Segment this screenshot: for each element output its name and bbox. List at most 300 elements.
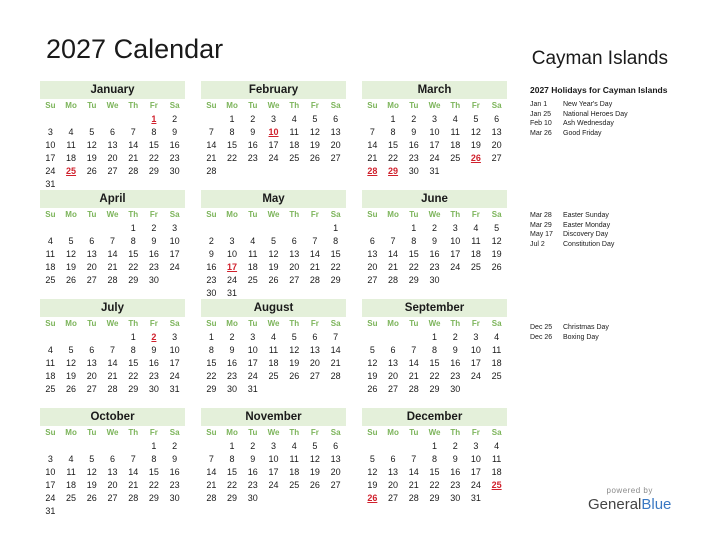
day-cell: 27 [107, 493, 118, 503]
day-cell: 24 [429, 153, 440, 163]
day-cell: 8 [151, 454, 157, 464]
day-cell [164, 505, 185, 518]
day-cell [284, 165, 305, 178]
day-cell: 9 [229, 345, 235, 355]
day-cell: 9 [411, 127, 417, 137]
day-cell [40, 331, 61, 344]
day-cell: 13 [388, 467, 399, 477]
day-cell: 21 [388, 262, 399, 272]
day-cell: 29 [206, 384, 217, 394]
holiday-date: Jan 1 [530, 101, 548, 108]
day-cell: 12 [367, 467, 378, 477]
day-cell: 13 [86, 358, 97, 368]
month-header: July [40, 299, 185, 317]
day-cell: 30 [429, 275, 440, 285]
day-cell: 18 [268, 358, 279, 368]
holiday-name: Discovery Day [563, 231, 609, 238]
day-cell: 18 [45, 371, 56, 381]
weekday-label: We [267, 210, 280, 219]
weekday-label: Th [289, 319, 300, 328]
week-row [40, 274, 185, 287]
day-cell: 22 [227, 480, 238, 490]
day-cell [40, 113, 61, 126]
weekday-label: Su [206, 428, 217, 437]
day-cell: 29 [408, 275, 419, 285]
day-cell: 18 [247, 262, 258, 272]
day-cell: 5 [312, 441, 318, 451]
holiday-date: May 17 [530, 231, 553, 238]
day-cell: 22 [148, 153, 159, 163]
day-cell: 17 [169, 358, 180, 368]
month-october [40, 408, 185, 518]
day-cell: 19 [470, 140, 481, 150]
day-cell: 28 [107, 384, 118, 394]
day-cell: 23 [247, 480, 258, 490]
day-cell: 19 [367, 371, 378, 381]
day-cell: 14 [206, 140, 217, 150]
weekday-label: Sa [491, 319, 502, 328]
day-cell [102, 331, 123, 344]
day-cell [445, 274, 466, 287]
day-cell: 24 [169, 371, 180, 381]
day-cell: 16 [227, 358, 238, 368]
day-cell: 26 [491, 262, 502, 272]
weekday-label: Tu [87, 428, 97, 437]
holiday-name: Ash Wednesday [563, 120, 614, 127]
week-row [40, 235, 185, 248]
weekday-label: Fr [471, 210, 480, 219]
day-cell [81, 440, 102, 453]
day-cell: 18 [289, 140, 300, 150]
month-may [201, 190, 346, 300]
day-cell: 15 [429, 467, 440, 477]
weekday-label: We [106, 319, 119, 328]
weekday-label: Tu [248, 101, 258, 110]
day-cell: 13 [309, 345, 320, 355]
day-cell: 4 [291, 441, 297, 451]
week-row [40, 152, 185, 165]
day-cell: 27 [388, 384, 399, 394]
week-row [40, 331, 185, 344]
day-cell: 7 [109, 345, 115, 355]
week-row [40, 165, 185, 178]
week-row [201, 261, 346, 274]
day-cell: 14 [128, 467, 139, 477]
day-cell: 8 [229, 127, 235, 137]
weekday-label: Fr [149, 210, 158, 219]
country-name: Cayman Islands [531, 48, 668, 69]
day-cell: 4 [494, 332, 500, 342]
week-row [201, 383, 346, 396]
day-cell: 12 [86, 467, 97, 477]
day-cell: 15 [206, 358, 217, 368]
day-cell: 27 [491, 153, 502, 163]
day-cell: 10 [45, 140, 56, 150]
weekday-row [40, 99, 185, 113]
day-cell: 2 [172, 441, 178, 451]
weekday-label: Su [367, 101, 378, 110]
day-cell: 19 [367, 480, 378, 490]
day-cell: 5 [369, 454, 375, 464]
day-cell: 28 [330, 371, 341, 381]
month-june [362, 190, 507, 287]
day-cell [403, 331, 424, 344]
day-cell: 10 [470, 454, 481, 464]
day-cell: 5 [89, 454, 95, 464]
weekday-label: Mo [65, 210, 77, 219]
day-cell: 29 [148, 493, 159, 503]
day-cell: 23 [429, 262, 440, 272]
day-cell: 5 [473, 114, 479, 124]
day-cell: 4 [494, 441, 500, 451]
weekday-label: Th [450, 210, 461, 219]
weekday-label: Sa [330, 101, 341, 110]
day-cell: 25 [491, 371, 502, 381]
week-row [201, 492, 346, 505]
day-cell: 19 [309, 467, 320, 477]
day-cell: 10 [247, 345, 258, 355]
day-cell: 2 [250, 114, 256, 124]
day-cell [466, 165, 487, 178]
day-cell [81, 222, 102, 235]
day-cell: 28 [309, 275, 320, 285]
day-cell: 14 [408, 358, 419, 368]
day-cell: 18 [491, 467, 502, 477]
day-cell: 23 [247, 153, 258, 163]
week-row [362, 466, 507, 479]
week-row [201, 139, 346, 152]
day-cell: 20 [388, 371, 399, 381]
day-cell [466, 383, 487, 396]
week-row [40, 453, 185, 466]
day-cell: 23 [408, 153, 419, 163]
day-cell: 10 [169, 236, 180, 246]
day-cell: 20 [86, 262, 97, 272]
day-cell: 9 [172, 454, 178, 464]
day-cell: 23 [450, 371, 461, 381]
day-cell: 25 [247, 275, 258, 285]
day-cell [123, 440, 144, 453]
day-cell: 19 [86, 480, 97, 490]
day-cell [263, 492, 284, 505]
weekday-label: Th [128, 428, 139, 437]
day-cell: 22 [429, 480, 440, 490]
day-cell: 15 [128, 358, 139, 368]
week-row [40, 492, 185, 505]
holiday-item [530, 221, 690, 231]
day-cell: 14 [367, 140, 378, 150]
weekday-label: Mo [226, 319, 238, 328]
day-cell: 25 [450, 153, 461, 163]
day-cell: 25 [45, 384, 56, 394]
day-cell: 13 [491, 127, 502, 137]
month-header: April [40, 190, 185, 208]
day-cell: 20 [86, 371, 97, 381]
weekday-label: Th [450, 101, 461, 110]
day-cell [284, 222, 305, 235]
day-cell: 15 [227, 467, 238, 477]
day-cell: 22 [227, 153, 238, 163]
day-cell: 6 [390, 345, 396, 355]
day-cell: 27 [388, 493, 399, 503]
day-cell: 12 [289, 345, 300, 355]
day-cell: 2 [250, 441, 256, 451]
week-row [40, 261, 185, 274]
day-cell: 24 [268, 153, 279, 163]
holiday-day-cell: 28 [367, 166, 378, 176]
day-cell [383, 440, 404, 453]
holiday-day-cell: 17 [227, 262, 238, 272]
day-cell: 20 [367, 262, 378, 272]
weekday-label: Mo [65, 428, 77, 437]
day-cell: 15 [148, 140, 159, 150]
day-cell: 31 [247, 384, 258, 394]
day-cell: 30 [148, 384, 159, 394]
day-cell: 25 [289, 153, 300, 163]
day-cell: 31 [169, 384, 180, 394]
day-cell [263, 165, 284, 178]
day-cell [102, 222, 123, 235]
day-cell [466, 274, 487, 287]
weekday-label: We [428, 319, 441, 328]
weekday-label: We [267, 319, 280, 328]
day-cell: 19 [491, 249, 502, 259]
holiday-date: Dec 25 [530, 324, 553, 331]
day-cell: 10 [450, 236, 461, 246]
day-cell: 14 [388, 249, 399, 259]
day-cell: 25 [66, 493, 77, 503]
day-cell: 6 [89, 345, 95, 355]
weekday-row [201, 426, 346, 440]
day-cell: 21 [206, 480, 217, 490]
day-cell [222, 222, 243, 235]
day-cell: 13 [107, 467, 118, 477]
day-cell: 13 [86, 249, 97, 259]
month-april [40, 190, 185, 287]
weekday-row [201, 99, 346, 113]
day-cell: 16 [247, 467, 258, 477]
holiday-name: Easter Monday [563, 221, 611, 229]
powered-by-text: powered by [606, 486, 653, 495]
day-cell: 29 [227, 493, 238, 503]
day-cell: 5 [89, 127, 95, 137]
day-cell: 7 [130, 454, 136, 464]
weekday-label: Su [45, 101, 56, 110]
day-cell [325, 165, 346, 178]
day-cell: 9 [250, 454, 256, 464]
weekday-label: Th [289, 428, 300, 437]
week-row [40, 344, 185, 357]
week-row [40, 139, 185, 152]
weekday-label: Sa [169, 428, 180, 437]
holiday-item [530, 119, 690, 129]
day-cell: 15 [388, 140, 399, 150]
week-row [40, 222, 185, 235]
day-cell: 22 [330, 262, 341, 272]
day-cell: 28 [206, 493, 217, 503]
day-cell: 17 [268, 467, 279, 477]
day-cell: 20 [107, 153, 118, 163]
weekday-row [40, 317, 185, 331]
day-cell [201, 113, 222, 126]
week-row [201, 440, 346, 453]
week-row [362, 492, 507, 505]
day-cell [362, 440, 383, 453]
day-cell: 5 [369, 345, 375, 355]
day-cell: 27 [107, 166, 118, 176]
day-cell: 9 [250, 127, 256, 137]
weekday-label: Su [206, 319, 217, 328]
week-row [201, 126, 346, 139]
day-cell: 4 [47, 236, 53, 246]
day-cell [242, 165, 263, 178]
day-cell: 24 [470, 480, 481, 490]
day-cell: 16 [148, 249, 159, 259]
day-cell: 17 [470, 358, 481, 368]
day-cell: 20 [330, 140, 341, 150]
day-cell: 12 [66, 358, 77, 368]
day-cell: 4 [270, 332, 276, 342]
weekday-row [40, 426, 185, 440]
month-july [40, 299, 185, 396]
day-cell: 20 [289, 262, 300, 272]
weekday-row [201, 317, 346, 331]
week-row [201, 222, 346, 235]
day-cell: 14 [330, 345, 341, 355]
day-cell: 12 [470, 127, 481, 137]
holiday-item [530, 240, 690, 250]
day-cell: 26 [268, 275, 279, 285]
weekday-row [201, 208, 346, 222]
weekday-label: Tu [248, 210, 258, 219]
week-row [201, 165, 346, 178]
day-cell: 18 [450, 140, 461, 150]
weekday-label: Mo [387, 101, 399, 110]
day-cell: 24 [169, 262, 180, 272]
day-cell: 5 [68, 236, 74, 246]
week-row [362, 235, 507, 248]
weekday-label: Tu [248, 428, 258, 437]
day-cell: 16 [206, 262, 217, 272]
day-cell: 22 [148, 480, 159, 490]
weekday-label: We [267, 101, 280, 110]
weekday-row [362, 317, 507, 331]
day-cell: 17 [450, 249, 461, 259]
day-cell: 19 [309, 140, 320, 150]
day-cell: 4 [68, 127, 74, 137]
day-cell: 13 [330, 127, 341, 137]
weekday-row [362, 99, 507, 113]
day-cell: 23 [206, 275, 217, 285]
weekday-label: Su [367, 210, 378, 219]
day-cell: 17 [45, 153, 56, 163]
day-cell: 21 [408, 371, 419, 381]
weekday-label: Mo [226, 101, 238, 110]
day-cell: 7 [390, 236, 396, 246]
day-cell [40, 440, 61, 453]
week-row [362, 440, 507, 453]
day-cell: 1 [130, 223, 136, 233]
day-cell: 16 [169, 140, 180, 150]
day-cell [486, 165, 507, 178]
day-cell: 21 [128, 153, 139, 163]
weekday-label: Fr [149, 319, 158, 328]
day-cell: 24 [45, 493, 56, 503]
day-cell: 19 [66, 262, 77, 272]
day-cell [201, 440, 222, 453]
holiday-item [530, 211, 690, 221]
day-cell: 12 [86, 140, 97, 150]
weekday-label: Sa [330, 210, 341, 219]
day-cell [403, 440, 424, 453]
day-cell: 3 [473, 332, 479, 342]
week-row [362, 113, 507, 126]
day-cell: 26 [86, 493, 97, 503]
week-row [40, 370, 185, 383]
day-cell: 20 [330, 467, 341, 477]
weekday-label: Th [450, 319, 461, 328]
day-cell: 15 [128, 249, 139, 259]
day-cell [263, 383, 284, 396]
day-cell: 12 [309, 127, 320, 137]
weekday-label: Su [45, 319, 56, 328]
week-row [40, 466, 185, 479]
day-cell [102, 440, 123, 453]
weekday-label: Su [367, 428, 378, 437]
brand-name [588, 496, 671, 513]
week-row [362, 357, 507, 370]
day-cell: 16 [169, 467, 180, 477]
day-cell: 2 [151, 223, 157, 233]
day-cell: 22 [128, 371, 139, 381]
day-cell: 14 [107, 249, 118, 259]
day-cell: 8 [151, 127, 157, 137]
day-cell: 6 [369, 236, 375, 246]
day-cell: 4 [452, 114, 458, 124]
day-cell: 8 [411, 236, 417, 246]
day-cell: 30 [450, 493, 461, 503]
day-cell [284, 383, 305, 396]
holiday-name: Good Friday [563, 129, 602, 137]
day-cell: 2 [452, 332, 458, 342]
week-row [362, 139, 507, 152]
week-row [362, 479, 507, 492]
day-cell: 30 [408, 166, 419, 176]
day-cell: 22 [128, 262, 139, 272]
day-cell: 27 [367, 275, 378, 285]
day-cell [123, 113, 144, 126]
weekday-label: We [106, 210, 119, 219]
day-cell: 21 [206, 153, 217, 163]
day-cell: 18 [289, 467, 300, 477]
day-cell: 27 [86, 275, 97, 285]
day-cell: 25 [45, 275, 56, 285]
day-cell: 2 [411, 114, 417, 124]
day-cell: 7 [208, 454, 214, 464]
weekday-label: We [428, 210, 441, 219]
day-cell [383, 331, 404, 344]
day-cell: 7 [312, 236, 318, 246]
day-cell: 19 [289, 358, 300, 368]
day-cell [81, 113, 102, 126]
day-cell: 20 [309, 358, 320, 368]
day-cell: 9 [151, 236, 157, 246]
day-cell: 13 [367, 249, 378, 259]
month-header: October [40, 408, 185, 426]
day-cell: 27 [309, 371, 320, 381]
day-cell: 21 [309, 262, 320, 272]
day-cell: 19 [86, 153, 97, 163]
